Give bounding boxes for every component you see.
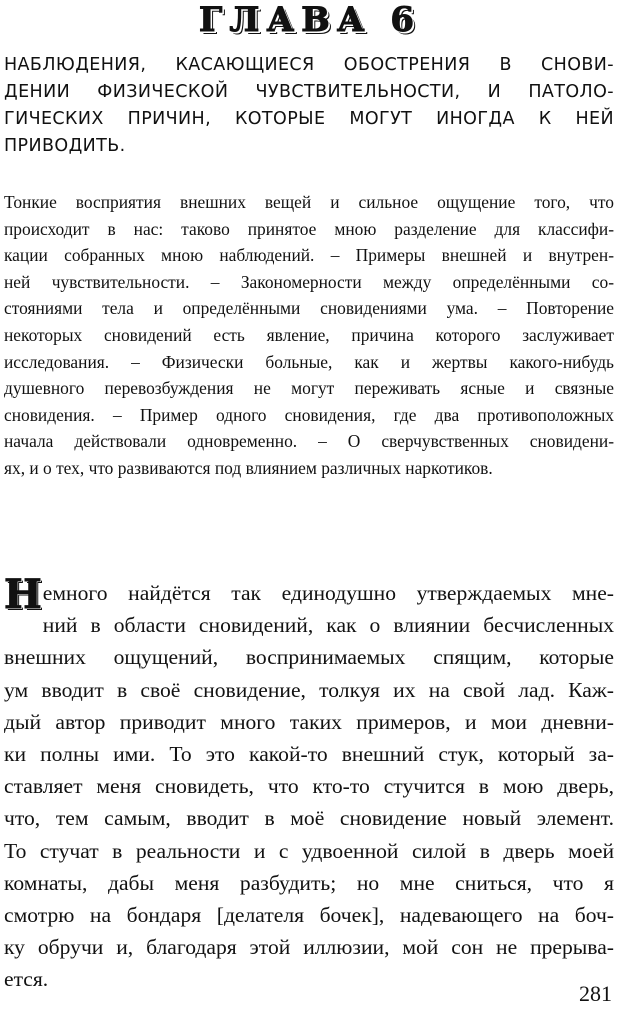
page-number: 281 [579,981,612,1006]
chapter-title: ГЛАВА 6 [198,0,422,40]
body-line: ум вводит в своё сновидение, толкуя их на свой лад. Каж- [4,677,614,702]
body-line: что, тем самым, вводит в моё сновидение новый элемент. [4,806,614,831]
subtitle-line: ПРИВОДИТЬ. [4,136,126,156]
abstract-line: стояниями тела и определёнными сновидениями ума. – Повторение [4,298,614,319]
abstract-line: некоторых сновидений есть явление, причина которого заслуживает [4,324,614,345]
abstract-line: начала действовали одновременно. – О сверчувственных сновидени- [4,431,614,452]
body-line: дый автор приводит много таких примеров, и мои дневни- [4,709,614,734]
abstract-line: ней чувствительности. – Закономерности между определёнными со- [4,271,614,292]
body-line: ставляет меня сновидеть, что кто-то стучится в мою дверь, [4,774,614,799]
abstract-line: ях, и о тех, что развиваются под влиянием различных наркотиков. [4,457,493,478]
chapter-abstract [4,189,614,482]
abstract-line: сновидения. – Пример одного сновидения, где два противоположных [4,404,614,425]
body-line: То стучат в реальности и с удвоенной силой в дверь моей [4,838,614,863]
chapter-subtitle [4,52,614,160]
body-line: емного найдётся так единодушно утверждаемых мне- [42,581,614,605]
abstract-line: исследования. – Физически больные, как и жертвы какого-нибудь [4,351,614,372]
body-paragraph [4,571,614,996]
abstract-line: кации собранных мною наблюдений. – Примеры внешней и внутрен- [4,245,614,266]
body-line: смотрю на бондаря [делателя бочек], надевающего на боч- [4,903,614,928]
body-line: ки полны ими. То это какой-то внешний стук, который за- [4,742,614,767]
abstract-line: душевного перевозбуждения не могут переживать ясные и связные [4,378,614,399]
body-line: ку обручи и, благодаря этой иллюзии, мой сон не прерыва- [4,935,614,960]
body-line: комнаты, дабы меня разбудить; но мне сниться, что я [4,870,614,895]
subtitle-line: НАБЛЮДЕНИЯ, КАСАЮЩИЕСЯ ОБОСТРЕНИЯ В СНОВИ- [4,55,614,75]
subtitle-line: ДЕНИИ ФИЗИЧЕСКОЙ ЧУВСТВИТЕЛЬНОСТИ, И ПАТОЛО- [4,82,614,102]
drop-cap: Н [4,571,42,618]
body-line: ется. [4,967,49,992]
abstract-line: происходит в нас: таково принятое мною разделение для классифи- [4,218,614,239]
abstract-line: Тонкие восприятия внешних вещей и сильное ощущение того, что [4,192,614,212]
subtitle-line: ГИЧЕСКИХ ПРИЧИН, КОТОРЫЕ МОГУТ ИНОГДА К НЕЙ [4,109,614,129]
body-line: внешних ощущений, воспринимаемых спящим, которые [4,645,614,670]
body-line: ний в области сновидений, как о влиянии бесчисленных [42,613,614,638]
